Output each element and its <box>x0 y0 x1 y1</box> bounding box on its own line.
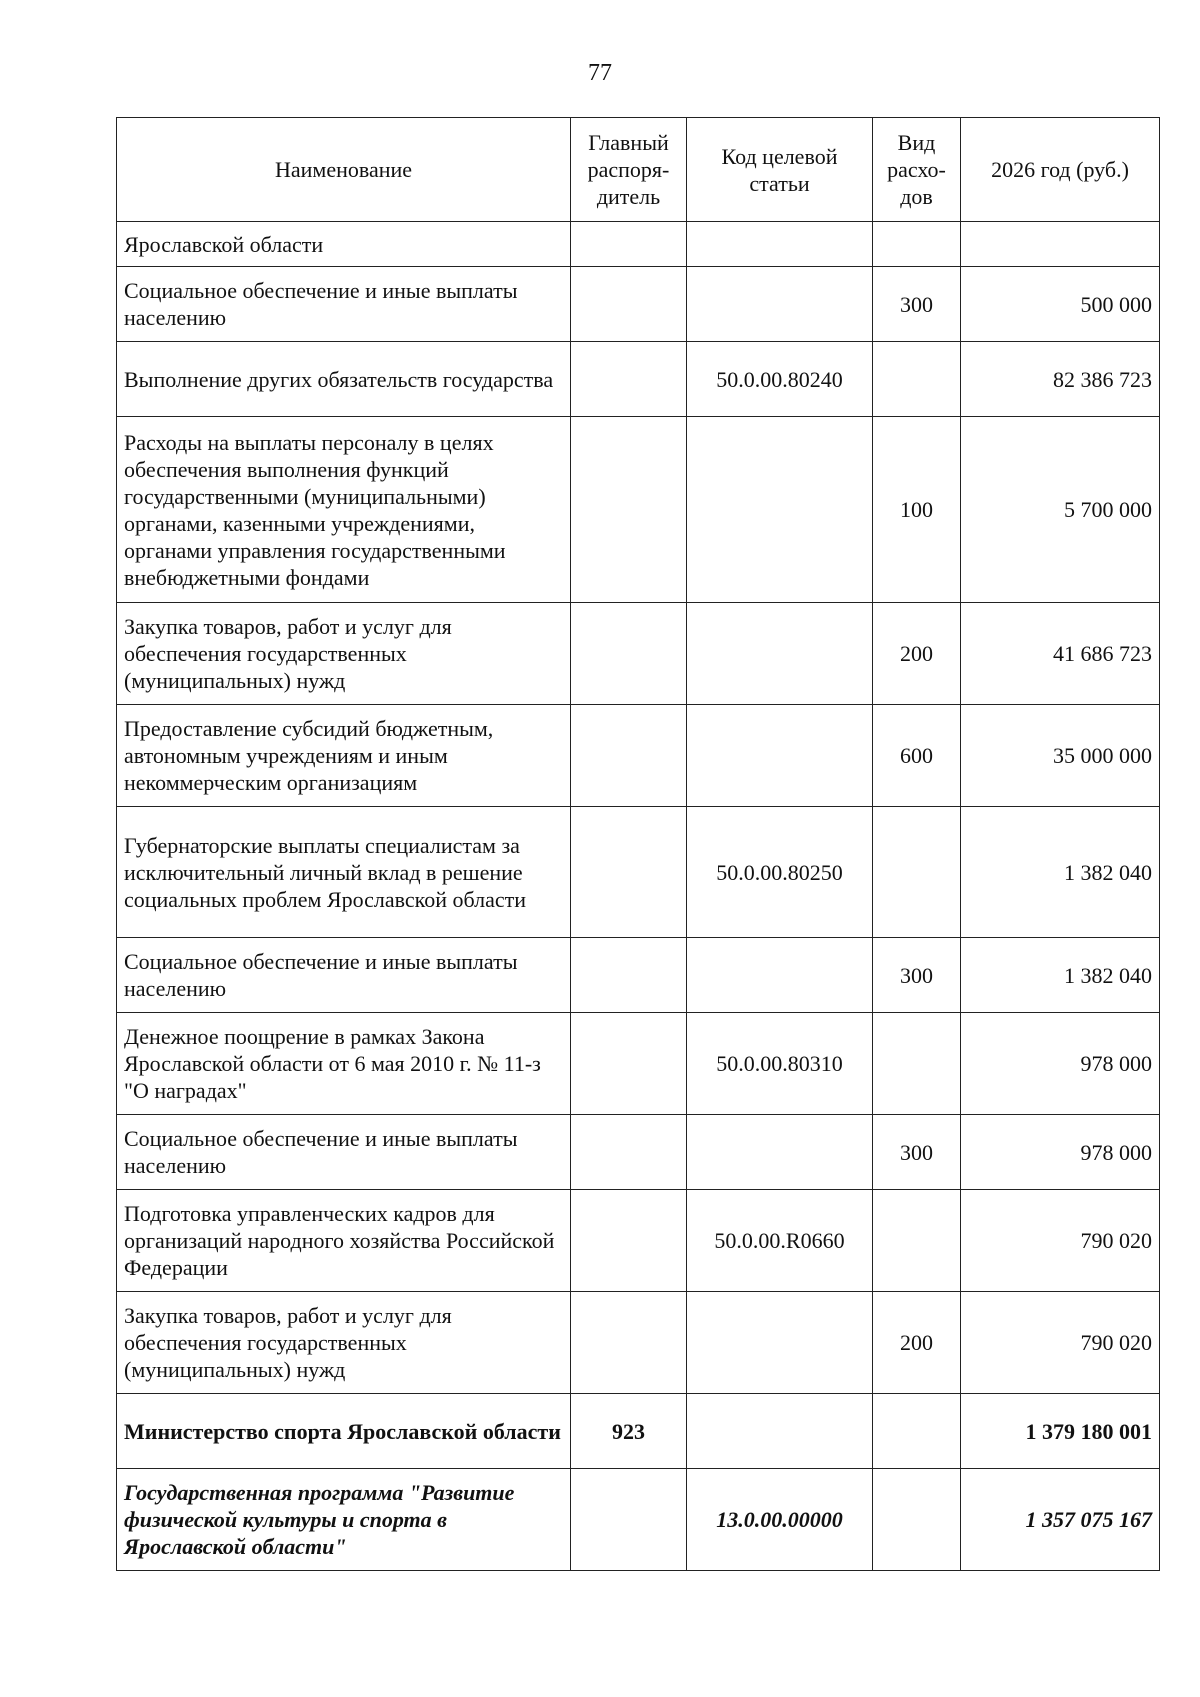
cell-manager <box>571 1292 687 1394</box>
cell-type: 300 <box>873 267 961 342</box>
cell-name: Расходы на выплаты персоналу в целях обеспечения выполнения функций государственными (муниципальными) органами, казенными учреждениями, органами управления государственными внебюджетными фондами <box>117 417 571 603</box>
cell-type: 300 <box>873 1115 961 1190</box>
table-row <box>117 938 1160 1013</box>
table-row <box>117 1115 1160 1190</box>
cell-code <box>687 1292 873 1394</box>
cell-amount: 1 379 180 001 <box>961 1394 1160 1469</box>
table-row <box>117 705 1160 807</box>
budget-table <box>116 117 1160 1571</box>
cell-type <box>873 342 961 417</box>
cell-manager <box>571 1469 687 1571</box>
cell-type <box>873 1394 961 1469</box>
table-row <box>117 807 1160 938</box>
cell-name: Денежное поощрение в рамках Закона Ярославской области от 6 мая 2010 г. № 11-з "О наградах" <box>117 1013 571 1115</box>
table-row <box>117 222 1160 267</box>
cell-manager: 923 <box>571 1394 687 1469</box>
cell-amount <box>961 222 1160 267</box>
cell-name: Социальное обеспечение и иные выплаты населению <box>117 1115 571 1190</box>
cell-amount: 500 000 <box>961 267 1160 342</box>
cell-amount: 35 000 000 <box>961 705 1160 807</box>
table-row <box>117 603 1160 705</box>
cell-manager <box>571 705 687 807</box>
table-row <box>117 267 1160 342</box>
cell-type: 300 <box>873 938 961 1013</box>
cell-type: 100 <box>873 417 961 603</box>
cell-type: 200 <box>873 1292 961 1394</box>
cell-code: 13.0.00.00000 <box>687 1469 873 1571</box>
cell-amount: 1 357 075 167 <box>961 1469 1160 1571</box>
cell-code: 50.0.00.80310 <box>687 1013 873 1115</box>
header-manager: Главный распоря-дитель <box>571 118 687 222</box>
cell-code: 50.0.00.80250 <box>687 807 873 938</box>
table-header-row <box>117 118 1160 222</box>
cell-code <box>687 705 873 807</box>
cell-code <box>687 603 873 705</box>
cell-amount: 1 382 040 <box>961 938 1160 1013</box>
header-name: Наименование <box>117 118 571 222</box>
cell-code: 50.0.00.80240 <box>687 342 873 417</box>
cell-name: Подготовка управленческих кадров для организаций народного хозяйства Российской Федерации <box>117 1190 571 1292</box>
cell-amount: 978 000 <box>961 1115 1160 1190</box>
cell-name: Социальное обеспечение и иные выплаты населению <box>117 938 571 1013</box>
cell-name: Выполнение других обязательств государства <box>117 342 571 417</box>
cell-code <box>687 222 873 267</box>
cell-type: 200 <box>873 603 961 705</box>
cell-name: Ярославской области <box>117 222 571 267</box>
page-number: 77 <box>588 60 612 86</box>
cell-type: 600 <box>873 705 961 807</box>
cell-name: Государственная программа "Развитие физической культуры и спорта в Ярославской области" <box>117 1469 571 1571</box>
cell-manager <box>571 938 687 1013</box>
cell-type <box>873 1013 961 1115</box>
cell-amount: 5 700 000 <box>961 417 1160 603</box>
header-amount: 2026 год (руб.) <box>961 118 1160 222</box>
cell-manager <box>571 417 687 603</box>
cell-name: Закупка товаров, работ и услуг для обеспечения государственных (муниципальных) нужд <box>117 1292 571 1394</box>
table-row <box>117 1469 1160 1571</box>
cell-type <box>873 807 961 938</box>
header-code: Код целевой статьи <box>687 118 873 222</box>
cell-amount: 82 386 723 <box>961 342 1160 417</box>
cell-code <box>687 267 873 342</box>
cell-amount: 790 020 <box>961 1292 1160 1394</box>
table-row <box>117 1013 1160 1115</box>
cell-name: Социальное обеспечение и иные выплаты населению <box>117 267 571 342</box>
cell-amount: 1 382 040 <box>961 807 1160 938</box>
cell-amount: 978 000 <box>961 1013 1160 1115</box>
table-row <box>117 1394 1160 1469</box>
cell-manager <box>571 1013 687 1115</box>
cell-name: Министерство спорта Ярославской области <box>117 1394 571 1469</box>
cell-manager <box>571 1190 687 1292</box>
table-row <box>117 417 1160 603</box>
cell-manager <box>571 603 687 705</box>
table-body <box>117 222 1160 1571</box>
cell-code <box>687 1115 873 1190</box>
cell-manager <box>571 807 687 938</box>
cell-code <box>687 1394 873 1469</box>
cell-manager <box>571 342 687 417</box>
cell-name: Закупка товаров, работ и услуг для обеспечения государственных (муниципальных) нужд <box>117 603 571 705</box>
cell-name: Предоставление субсидий бюджетным, автономным учреждениям и иным некоммерческим организациям <box>117 705 571 807</box>
cell-type <box>873 1469 961 1571</box>
table-row <box>117 1190 1160 1292</box>
table-row <box>117 1292 1160 1394</box>
cell-code <box>687 938 873 1013</box>
cell-type <box>873 222 961 267</box>
cell-amount: 41 686 723 <box>961 603 1160 705</box>
cell-name: Губернаторские выплаты специалистам за исключительный личный вклад в решение социальных проблем Ярославской области <box>117 807 571 938</box>
cell-code <box>687 417 873 603</box>
cell-manager <box>571 222 687 267</box>
table-row <box>117 342 1160 417</box>
cell-amount: 790 020 <box>961 1190 1160 1292</box>
cell-manager <box>571 1115 687 1190</box>
cell-code: 50.0.00.R0660 <box>687 1190 873 1292</box>
header-type: Вид расхо-дов <box>873 118 961 222</box>
cell-type <box>873 1190 961 1292</box>
cell-manager <box>571 267 687 342</box>
